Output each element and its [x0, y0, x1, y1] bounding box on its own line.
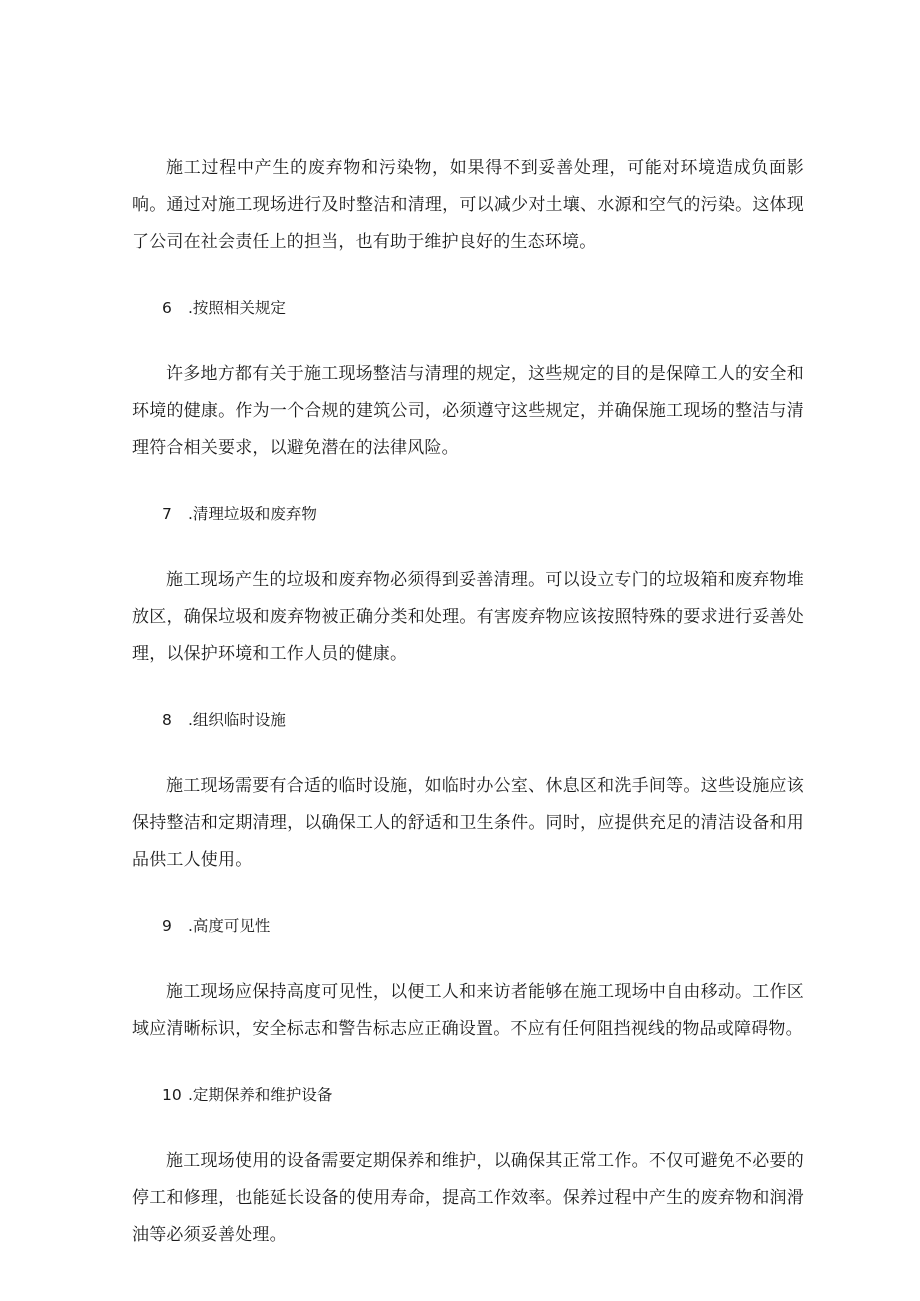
- section-number: 9: [162, 917, 172, 935]
- section-number: 6: [162, 299, 172, 317]
- section-title: .组织临时设施: [188, 711, 286, 729]
- intro-paragraph: 施工过程中产生的废弃物和污染物，如果得不到妥善处理，可能对环境造成负面影响。通过对施工现场进行及时整洁和清理，可以减少对土壤、水源和空气的污染。这体现了公司在社会责任上的担当，也有助于维护良好的生态环境。: [132, 158, 804, 252]
- document-page: [132, 150, 804, 1289]
- section-number: 10: [162, 1086, 182, 1104]
- section-body-10: 施工现场使用的设备需要定期保养和维护，以确保其正常工作。不仅可避免不必要的停工和修理，也能延长设备的使用寿命，提高工作效率。保养过程中产生的废弃物和润滑油等必须妥善处理。: [132, 1151, 804, 1245]
- section-title: .高度可见性: [188, 917, 271, 935]
- section-number: 8: [162, 711, 172, 729]
- section-body-7: 施工现场产生的垃圾和废弃物必须得到妥善清理。可以设立专门的垃圾箱和废弃物堆放区，确保垃圾和废弃物被正确分类和处理。有害废弃物应该按照特殊的要求进行妥善处理，以保护环境和工作人员的健康。: [132, 570, 804, 664]
- section-title: .按照相关规定: [188, 299, 286, 317]
- section-body-6: 许多地方都有关于施工现场整洁与清理的规定，这些规定的目的是保障工人的安全和环境的健康。作为一个合规的建筑公司，必须遵守这些规定，并确保施工现场的整洁与清理符合相关要求，以避免潜在的法律风险。: [132, 364, 804, 458]
- section-number: 7: [162, 505, 172, 523]
- section-heading-7: [132, 502, 804, 526]
- section-heading-6: [132, 296, 804, 320]
- section-body-9: 施工现场应保持高度可见性，以便工人和来访者能够在施工现场中自由移动。工作区域应清晰标识，安全标志和警告标志应正确设置。不应有任何阻挡视线的物品或障碍物。: [132, 982, 804, 1039]
- section-heading-10: [132, 1083, 804, 1107]
- section-body-8: 施工现场需要有合适的临时设施，如临时办公室、休息区和洗手间等。这些设施应该保持整洁和定期清理，以确保工人的舒适和卫生条件。同时，应提供充足的清洁设备和用品供工人使用。: [132, 776, 804, 870]
- section-heading-8: [132, 708, 804, 732]
- section-heading-9: [132, 914, 804, 938]
- section-title: .清理垃圾和废弃物: [188, 505, 317, 523]
- section-title: .定期保养和维护设备: [188, 1086, 333, 1104]
